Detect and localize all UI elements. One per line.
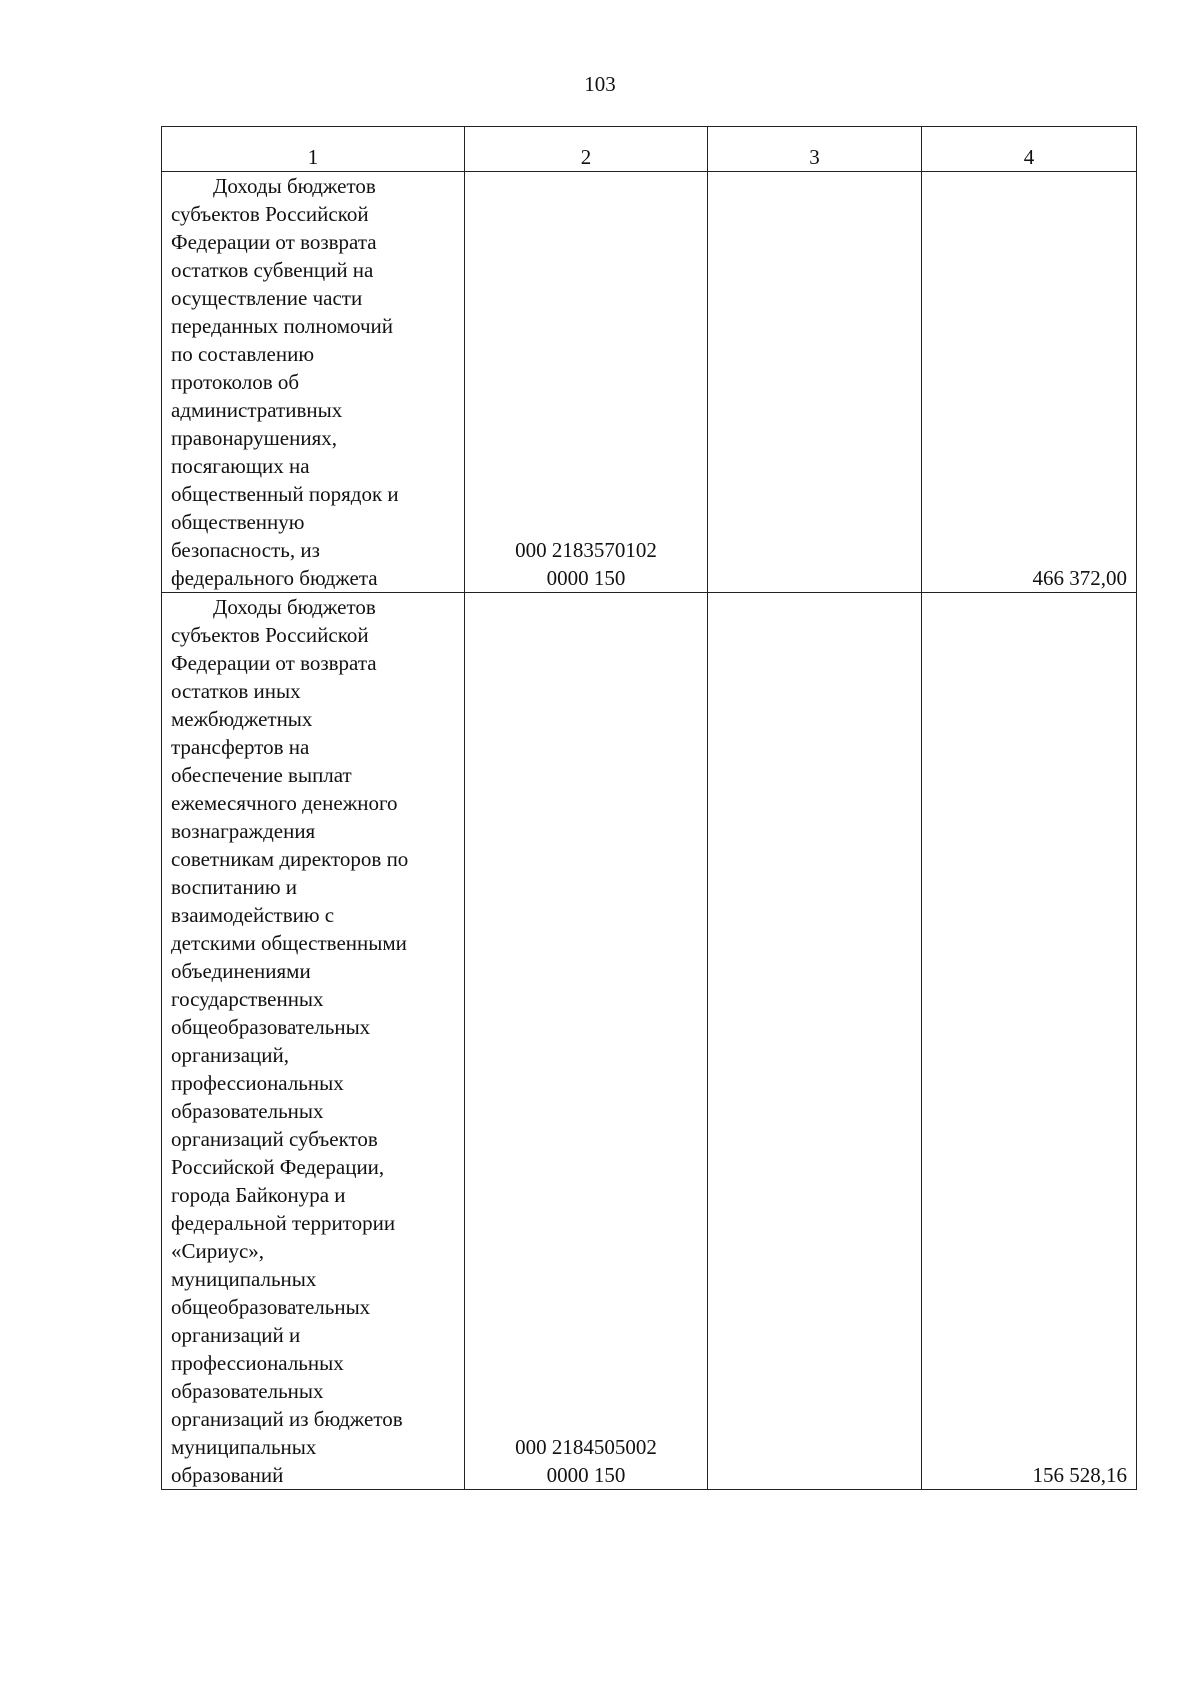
row-description: Доходы бюджетов субъектов Российской Федерации от возврата остатков иных межбюджетных трансфертов на обеспечение выплат ежемесячного денежного вознаграждения советникам директоров по воспитанию и взаимодействию с детскими общественными объединениями государственных общеобразовательных организаций, профессиональных образовательных организаций субъектов Российской Федерации, города Байконура и федеральной территории «Сириус», муниципальных общеобразовательных организаций и профессиональных образовательных организаций из бюджетов муниципальных образований xyxy=(162,593,465,1490)
row-description: Доходы бюджетов субъектов Российской Федерации от возврата остатков субвенций на осуществление части переданных полномочий по составлению протоколов об административных правонарушениях, посягающих на общественный порядок и общественную безопасность, из федерального бюджета xyxy=(162,172,465,593)
column-header-4: 4 xyxy=(922,127,1137,172)
page-number: 103 xyxy=(584,72,616,96)
column-header-3: 3 xyxy=(708,127,922,172)
budget-table xyxy=(161,126,1137,1490)
column-header-2: 2 xyxy=(465,127,708,172)
table-row xyxy=(162,593,1137,1490)
row-amount: 466 372,00 xyxy=(922,172,1137,593)
row-budget-code: 000 2184505002 0000 150 xyxy=(465,593,708,1490)
row-column-3 xyxy=(708,172,922,593)
table-header-row xyxy=(162,127,1137,172)
column-header-1: 1 xyxy=(162,127,465,172)
row-budget-code: 000 2183570102 0000 150 xyxy=(465,172,708,593)
table-row xyxy=(162,172,1137,593)
row-column-3 xyxy=(708,593,922,1490)
row-amount: 156 528,16 xyxy=(922,593,1137,1490)
